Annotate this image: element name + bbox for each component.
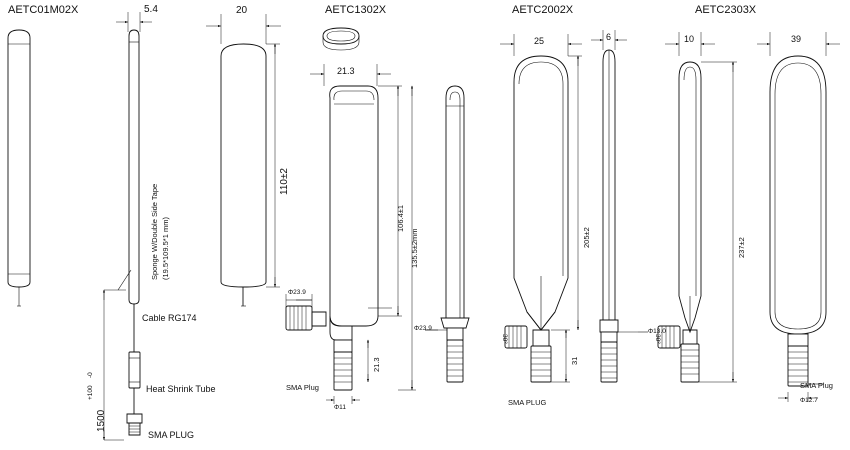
dim-width-6: 6 — [606, 32, 612, 42]
dim-dia-13-0: Φ13.0 — [648, 328, 666, 335]
title-aetc2303x: AETC2303X — [695, 4, 757, 16]
note-sponge-size: (19.5*109.5*1 mm) — [161, 217, 170, 280]
dim-h-21-3: 21.3 — [372, 357, 381, 372]
note-sma-plug-2: SMA Plug — [286, 383, 319, 392]
dim-width-21-3: 21.3 — [337, 66, 355, 76]
dim-height-110: 110±2 — [279, 168, 290, 195]
note-sma-plug-1: SMA PLUG — [148, 430, 195, 440]
dim-len-237: 237±2 — [737, 237, 746, 258]
title-aetc1302x: AETC1302X — [325, 4, 387, 16]
note-sma-plug-4: SMA Plug — [800, 381, 833, 390]
dim-angle-30-a: 30° — [501, 334, 508, 344]
dim-len-205: 205±2 — [582, 227, 591, 248]
dim-dia-11: Φ11 — [334, 404, 346, 411]
dim-dia-23-9-b: Φ23.9 — [414, 325, 432, 332]
note-cable-rg174: Cable RG174 — [142, 313, 197, 323]
note-sponge-tape: Sponge W/Double Side Tape — [150, 183, 159, 280]
dim-dia-12-7: Φ12.7 — [800, 397, 818, 404]
title-aetc01m02x: AETC01M02X — [8, 4, 79, 16]
note-sma-plug-3: SMA PLUG — [508, 398, 547, 407]
dim-width-5-4: 5.4 — [144, 4, 158, 15]
dim-width-10: 10 — [684, 34, 695, 44]
dim-h-31: 31 — [570, 356, 579, 365]
title-aetc2002x: AETC2002X — [512, 4, 574, 16]
dim-cable-tol-minus: -0 — [87, 372, 94, 378]
dim-width-39: 39 — [791, 34, 802, 44]
dim-width-20: 20 — [236, 5, 248, 16]
note-heat-shrink-tube: Heat Shrink Tube — [146, 384, 216, 394]
dim-angle-30-b: 30° — [654, 334, 661, 344]
dim-len-106-4: 106.4±1 — [396, 204, 405, 232]
dim-cable-tol-plus: +100 — [87, 385, 94, 400]
dim-cable-length: 1500 — [96, 409, 107, 432]
dim-width-25: 25 — [534, 36, 545, 46]
dim-len-135-5: 135.5±2mm — [410, 228, 419, 268]
dim-dia-23-9-a: Φ23.9 — [288, 289, 306, 296]
